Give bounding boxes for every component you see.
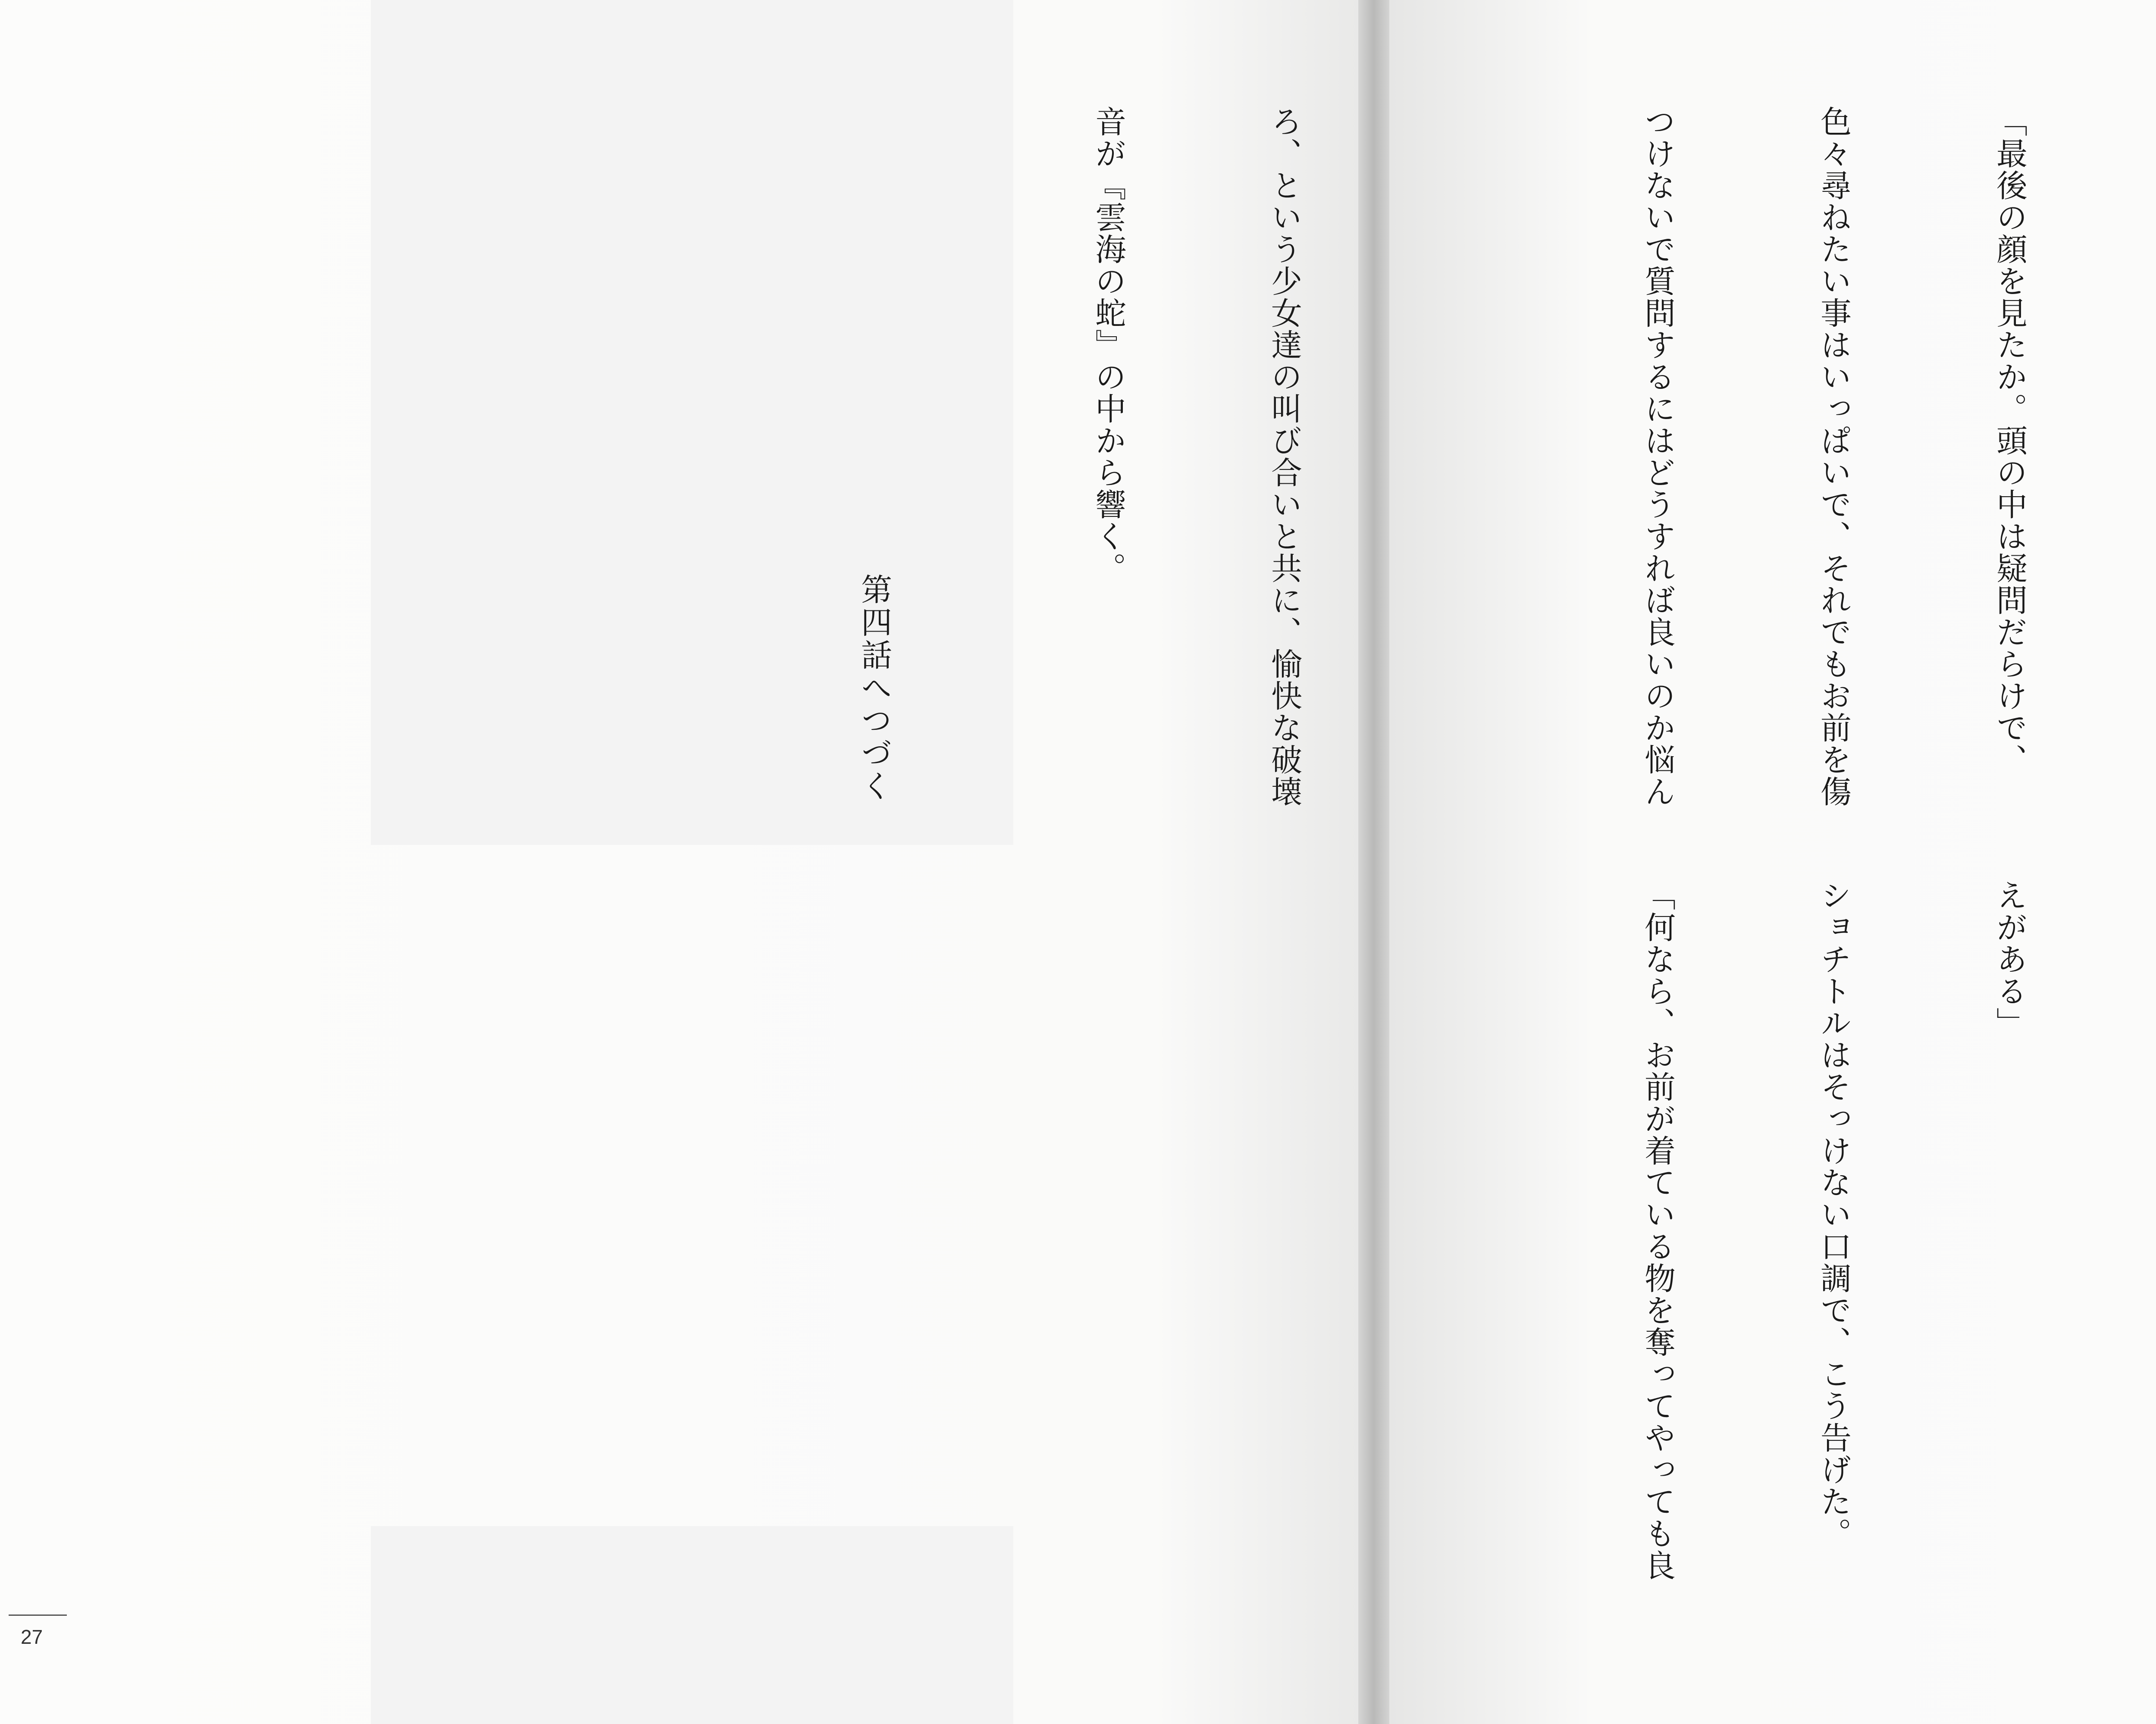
text-line: 色々尋ねたい事はいっぱいで、それでもお前を傷 — [1815, 106, 1852, 807]
text-line: ショチトルはそっけない口調で、こう告げた。 — [1815, 879, 1852, 1549]
bleed-through-area-lower — [371, 1526, 1013, 1724]
left-upper-text — [962, 106, 1358, 839]
continued-notice: 第四話へつづく — [856, 573, 892, 803]
book-gutter — [1358, 0, 1389, 1724]
right-page — [1389, 0, 2156, 1724]
text-line: 「最後の顔を見たか。頭の中は疑問だらけで、 — [1991, 106, 2028, 776]
folio-rule — [9, 1614, 67, 1616]
text-line: つけないで質問するにはどうすれば良いのか悩ん — [1639, 106, 1676, 807]
text-line: ろ、という少女達の叫び合いと共に、愉快な破壊 — [1266, 106, 1302, 807]
right-upper-text — [1511, 106, 2156, 839]
page-number: 27 — [21, 1626, 43, 1648]
text-line: 音が『雲海の蛇』の中から響く。 — [1090, 106, 1126, 584]
text-line: 「何なら、お前が着ている物を奪ってやっても良 — [1639, 879, 1676, 1581]
right-lower-text — [1511, 879, 2156, 1612]
text-line: えがある」 — [1991, 879, 2028, 1039]
bleed-through-area — [371, 0, 1013, 845]
